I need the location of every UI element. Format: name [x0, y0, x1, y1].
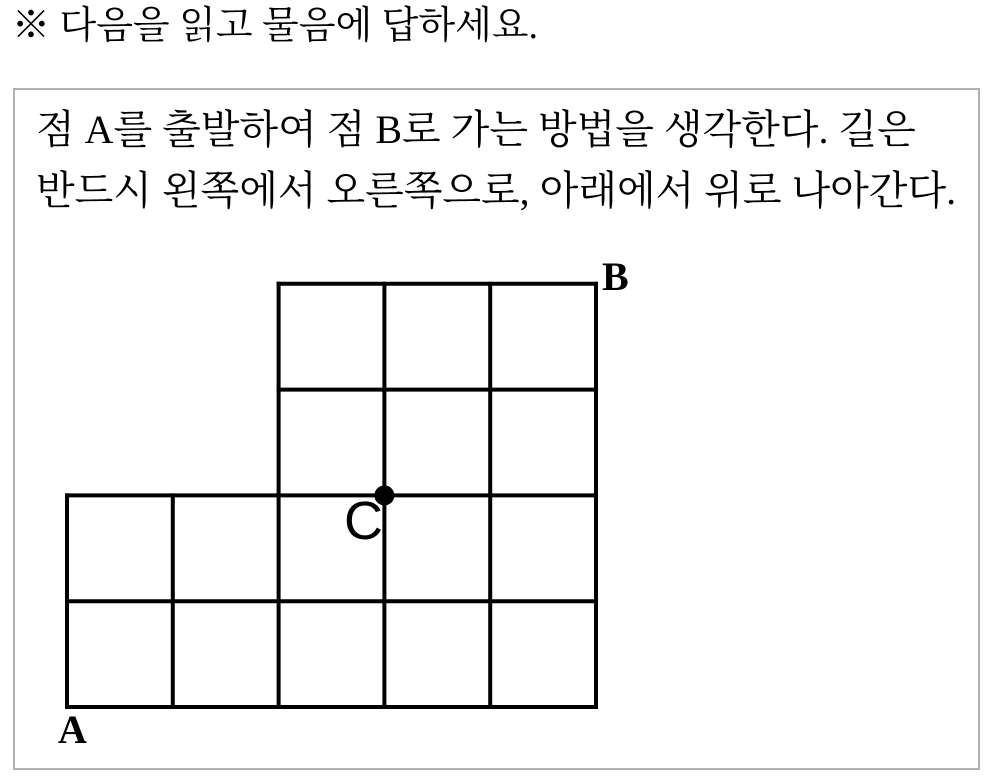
point-c-label: C [344, 491, 383, 551]
problem-text-line-2: 반드시 왼쪽에서 오른쪽으로, 아래에서 위로 나아간다. [36, 168, 957, 213]
instruction-heading: ※ 다음을 읽고 물음에 답하세요. [12, 5, 538, 47]
point-b-label: B [602, 254, 629, 299]
point-a-label: A [58, 707, 87, 752]
problem-text-line-1: 점 A를 출발하여 점 B로 가는 방법을 생각한다. 길은 [36, 107, 916, 152]
